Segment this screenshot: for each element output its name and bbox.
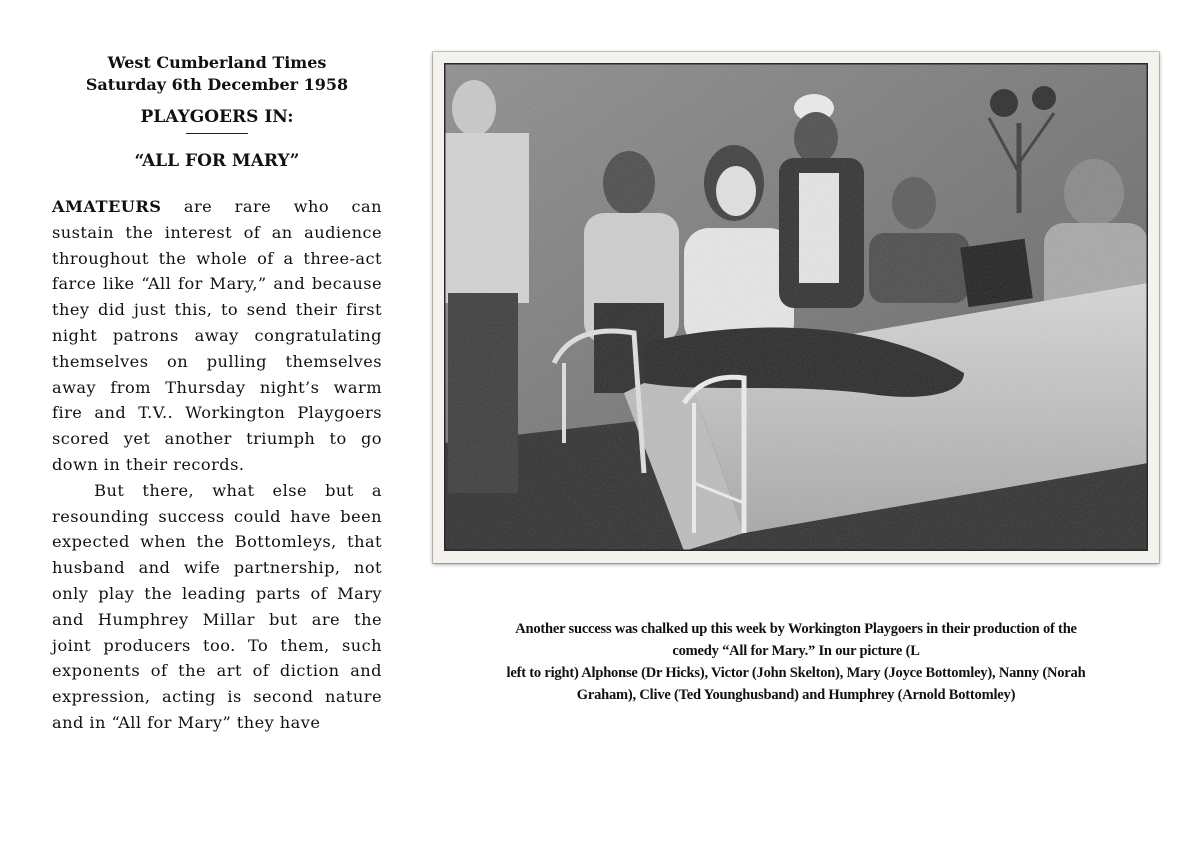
caption-line-3: left to right) Alphonse (Dr Hicks), Victor (John Skelton), Mary (Joyce Bottomley), Nanny (Norah (506, 665, 1086, 681)
article-body (52, 194, 382, 736)
caption-line-2: comedy “All for Mary.” In our picture (L (672, 643, 920, 659)
cast-photograph (444, 63, 1148, 551)
photo-caption (432, 618, 1160, 706)
photograph-illustration (444, 63, 1148, 551)
caption-line-4: Graham), Clive (Ted Younghusband) and Humphrey (Arnold Bottomley) (576, 687, 1016, 703)
paragraph-2: But there, what else but a resounding success could have been expected when the Bottomleys, that husband and wife partnership, not only play the leading parts of Mary and Humphrey Millar but are the joint producers too. To them, such exponents of the art of diction and expression, acting is second nature and in “All for Mary” they have (52, 480, 382, 732)
publication-date: Saturday 6th December 1958 (85, 75, 349, 94)
masthead (52, 52, 382, 96)
article-column (52, 52, 382, 736)
caption-line-1: Another success was chalked up this week by Workington Playgoers in their production of the (515, 621, 1077, 637)
headline-divider (186, 133, 248, 134)
newspaper-name: West Cumberland Times (107, 53, 327, 72)
paragraph-1-text: are rare who can sustain the interest of an audience throughout the whole of a three-act farce like “All for Mary,” and because they did just this, to send their first night patrons away congratulating themselves on pulling themselves away from Thursday night’s warm fire and T.V.. Workington Playgoers scored yet another triumph to go down in their records. (52, 197, 382, 474)
subheadline: “ALL FOR MARY” (134, 151, 300, 171)
photo-frame (433, 52, 1159, 563)
headline: PLAYGOERS IN: (140, 107, 294, 127)
lead-word: AMATEURS (52, 197, 162, 216)
paragraph-1 (52, 194, 382, 478)
